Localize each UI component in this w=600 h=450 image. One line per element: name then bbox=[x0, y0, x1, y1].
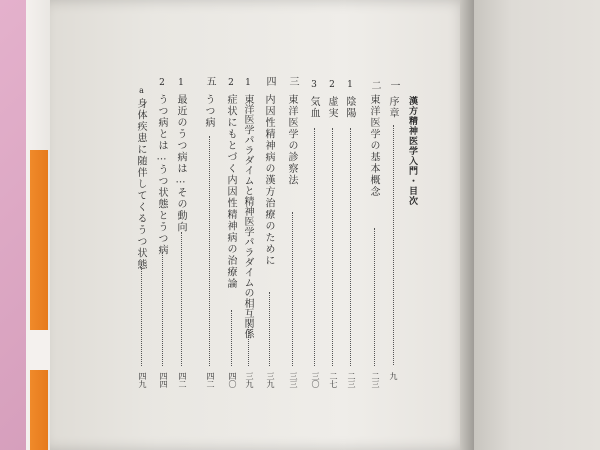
leader-dots bbox=[141, 264, 142, 366]
toc-entry-title: 気血 bbox=[308, 96, 319, 119]
leader-dots bbox=[269, 292, 270, 366]
section-number: 2 bbox=[327, 80, 337, 90]
section-number: 1 bbox=[176, 78, 186, 88]
section-number: 2 bbox=[157, 78, 167, 88]
toc-page-number: 三九 bbox=[245, 372, 254, 388]
toc-entry-title: 内因性精神病の漢方治療のために bbox=[263, 94, 274, 267]
leader-dots bbox=[393, 125, 394, 365]
leader-dots bbox=[350, 128, 351, 366]
section-number: 2 bbox=[226, 78, 236, 88]
chapter-number: 一 bbox=[388, 80, 399, 90]
toc-entry-title: 東洋医学の診察法 bbox=[286, 94, 297, 186]
toc-page-number: 二三 bbox=[347, 372, 356, 388]
leader-dots bbox=[374, 228, 375, 366]
toc-page-number: 四四 bbox=[159, 372, 168, 388]
toc-entry-title: 陰陽 bbox=[344, 96, 355, 119]
leader-dots bbox=[292, 212, 293, 366]
leader-dots bbox=[181, 232, 182, 366]
toc-page-number: 四二 bbox=[178, 372, 187, 388]
chapter-number: 四 bbox=[264, 76, 275, 86]
toc-page-number: 二七 bbox=[329, 372, 338, 388]
toc-page-number: 九 bbox=[389, 372, 398, 380]
toc-page-number: 四九 bbox=[138, 372, 147, 388]
toc-page-number: 四〇 bbox=[228, 372, 237, 388]
section-number: 1 bbox=[345, 80, 355, 90]
section-number: 1 bbox=[243, 78, 253, 88]
chapter-number: 二 bbox=[369, 80, 380, 90]
toc-page-number: 二三 bbox=[371, 372, 380, 388]
leader-dots bbox=[248, 322, 249, 366]
toc-entry-title: 序章 bbox=[387, 96, 398, 119]
toc-entry-title: 虚実 bbox=[326, 96, 337, 119]
toc-page-number: 四二 bbox=[206, 372, 215, 388]
leader-dots bbox=[314, 128, 315, 366]
leader-dots bbox=[209, 136, 210, 366]
toc-entry-title: 最近のうつ病は…その動向 bbox=[175, 94, 186, 233]
leader-dots bbox=[231, 310, 232, 366]
toc-entry-title: うつ病 bbox=[203, 94, 214, 129]
leader-dots bbox=[162, 252, 163, 366]
toc-entry-title: 東洋医学の基本概念 bbox=[368, 94, 379, 198]
toc-entry-title: うつ病とは…うつ状態とうつ病 bbox=[156, 94, 167, 256]
toc-page-number: 三〇 bbox=[311, 372, 320, 388]
chapter-number: 三 bbox=[287, 76, 298, 86]
toc-entry-title: 東洋医学パラダイムと精神医学パラダイムの相互関係 bbox=[242, 94, 253, 339]
toc-title: 漢方精神医学入門・目次 bbox=[407, 96, 417, 206]
subsection-letter: a bbox=[137, 86, 146, 95]
chapter-number: 五 bbox=[204, 76, 215, 86]
toc-page-number: 三九 bbox=[266, 372, 275, 388]
toc-page-number: 三三 bbox=[289, 372, 298, 388]
section-number: 3 bbox=[309, 80, 319, 90]
toc-entry-title: 身体疾患に随伴してくるうつ状態 bbox=[135, 98, 146, 271]
toc-entry-title: 症状にもとづく内因性精神病の治療論 bbox=[225, 94, 236, 290]
leader-dots bbox=[332, 128, 333, 366]
